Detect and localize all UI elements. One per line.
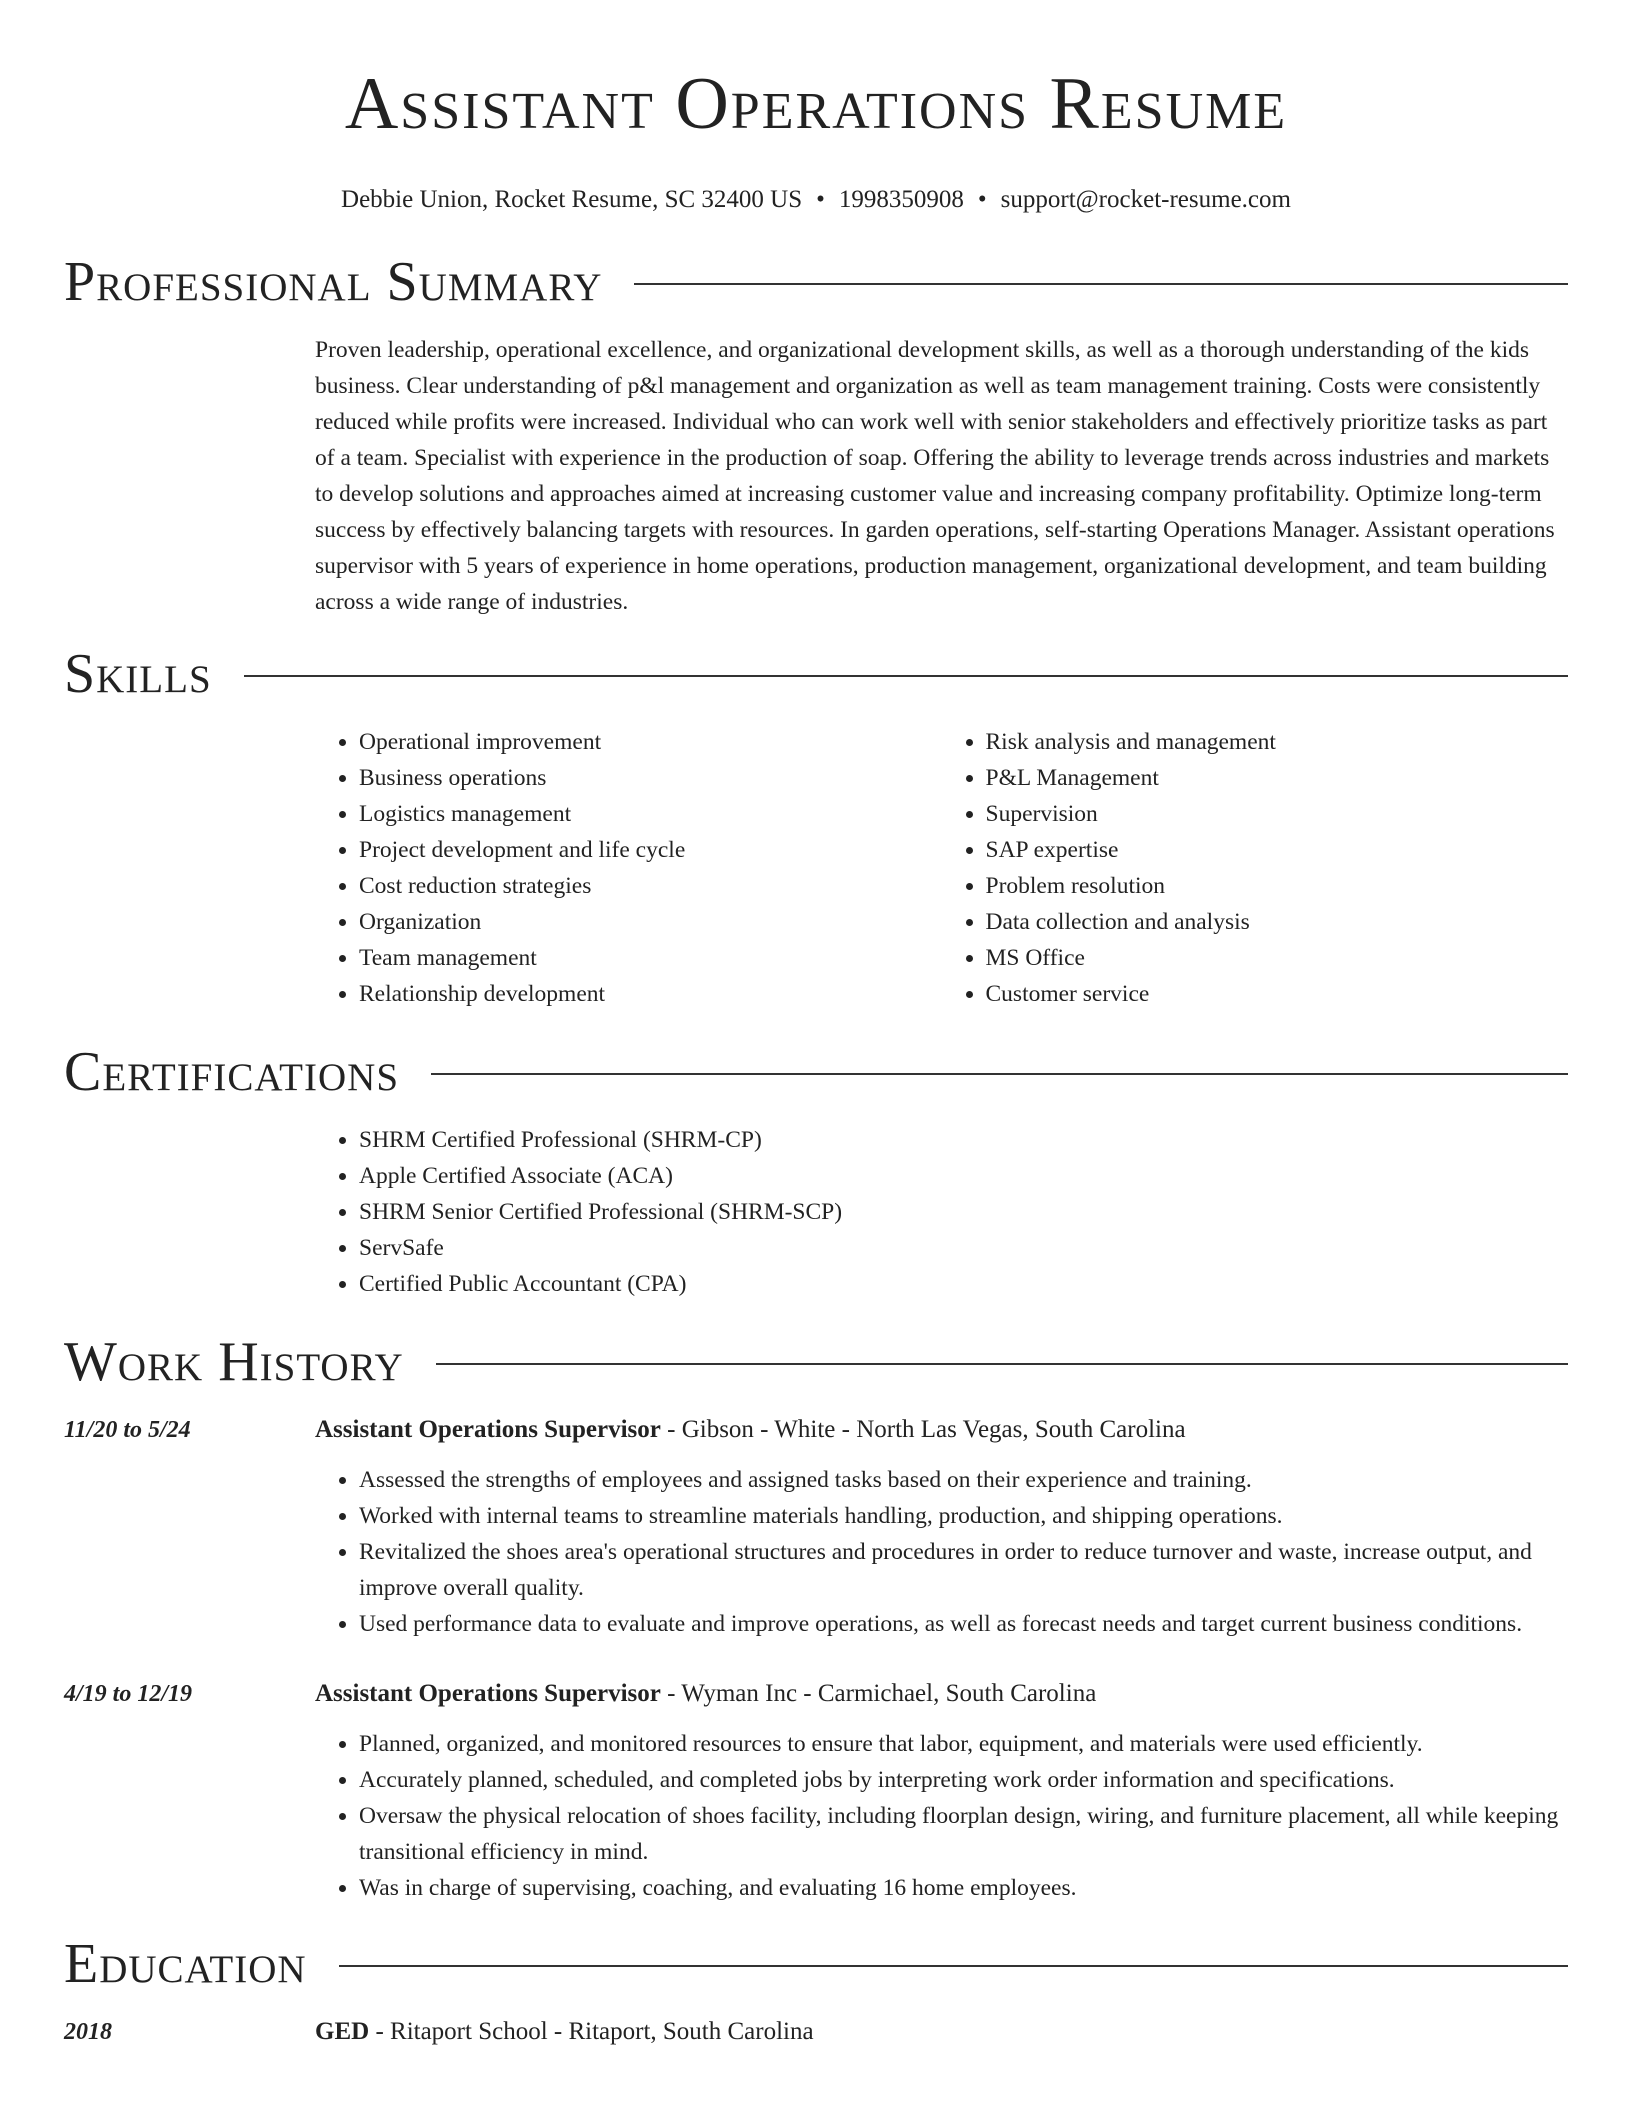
job-header [315, 1676, 1568, 1712]
education-degree: GED [315, 2018, 370, 2045]
skill-item: • Problem resolution [986, 868, 1569, 904]
skill-item: • Supervision [986, 796, 1569, 832]
job-header [315, 1412, 1568, 1448]
certification-item: • ServSafe [359, 1230, 1568, 1266]
separator-dot: • [977, 186, 987, 213]
job-title: Assistant Operations Supervisor [315, 1680, 661, 1707]
certification-item: • Apple Certified Associate (ACA) [359, 1158, 1568, 1194]
job-entry [64, 1412, 1568, 1642]
education-school: - Ritaport School - Ritaport, South Carolina [369, 2018, 814, 2045]
contact-email: support@rocket-resume.com [1000, 186, 1291, 213]
certification-item: • Certified Public Accountant (CPA) [359, 1266, 1568, 1302]
job-dates: 4/19 to 12/19 [64, 1681, 193, 1707]
section-rule [436, 1363, 1568, 1365]
job-employer: - Gibson - White - North Las Vegas, South Carolina [660, 1416, 1186, 1443]
education-date: 2018 [64, 2019, 112, 2045]
job-bullet: • Assessed the strengths of employees and assigned tasks based on their experience and training. [359, 1462, 1568, 1498]
skill-item: • Cost reduction strategies [359, 868, 942, 904]
skill-item: • Organization [359, 904, 942, 940]
skill-item: • Customer service [986, 976, 1569, 1012]
contact-phone: 1998350908 [838, 186, 964, 213]
skill-item: • Data collection and analysis [986, 904, 1569, 940]
skills-section-heading [64, 642, 1568, 706]
skills-left-list [315, 724, 942, 1012]
education-header [315, 2014, 1568, 2050]
skill-item: • Relationship development [359, 976, 942, 1012]
job-bullet: • Accurately planned, scheduled, and completed jobs by interpreting work order information and specifications. [359, 1762, 1568, 1798]
skills-right-list [942, 724, 1569, 1012]
job-bullets [315, 1462, 1568, 1642]
job-bullet: • Oversaw the physical relocation of shoes facility, including floorplan design, wiring, and furniture placement, all while keeping transitional efficiency in mind. [359, 1798, 1568, 1870]
job-dates: 11/20 to 5/24 [64, 1417, 191, 1443]
certifications-block [315, 1122, 1568, 1302]
certification-item: • SHRM Senior Certified Professional (SHRM-SCP) [359, 1194, 1568, 1230]
summary-heading: Professional Summary [64, 251, 603, 313]
skill-item: • Business operations [359, 760, 942, 796]
skill-item: • Operational improvement [359, 724, 942, 760]
resume-title: Assistant Operations Resume [344, 63, 1288, 145]
skill-item: • SAP expertise [986, 832, 1569, 868]
certifications-section-heading [64, 1040, 1568, 1104]
section-rule [339, 1965, 1568, 1967]
job-entry [64, 1676, 1568, 1906]
skill-item: • Logistics management [359, 796, 942, 832]
section-rule [431, 1073, 1568, 1075]
skills-heading: Skills [64, 643, 212, 705]
skill-item: • Risk analysis and management [986, 724, 1569, 760]
job-bullet: • Revitalized the shoes area's operational structures and procedures in order to reduce turnover and waste, increase output, and improve overall quality. [359, 1534, 1568, 1606]
skill-item: • Project development and life cycle [359, 832, 942, 868]
education-heading: Education [64, 1933, 307, 1995]
summary-section-heading [64, 250, 1568, 314]
job-employer: - Wyman Inc - Carmichael, South Carolina [660, 1680, 1097, 1707]
skills-columns [315, 724, 1568, 1012]
job-bullet: • Planned, organized, and monitored resources to ensure that labor, equipment, and materials were used efficiently. [359, 1726, 1568, 1762]
contact-line [64, 184, 1568, 216]
skill-item: • Team management [359, 940, 942, 976]
certifications-heading: Certifications [64, 1041, 400, 1103]
separator-dot: • [816, 186, 825, 213]
job-bullet: • Worked with internal teams to streamline materials handling, production, and shipping operations. [359, 1498, 1568, 1534]
skill-item: • MS Office [986, 940, 1569, 976]
job-bullet: • Was in charge of supervising, coaching, and evaluating 16 home employees. [359, 1870, 1568, 1906]
education-section-heading [64, 1932, 1568, 1996]
section-rule [244, 675, 1568, 677]
skill-item: • P&L Management [986, 760, 1569, 796]
resume-page [64, 0, 1568, 2050]
work-section-heading [64, 1330, 1568, 1394]
education-entry [64, 2014, 1568, 2050]
certification-item: • SHRM Certified Professional (SHRM-CP) [359, 1122, 1568, 1158]
summary-text: Proven leadership, operational excellence, and organizational development skills, as well as a thorough understanding of the kids business. Clear understanding of p&l management and organization as well as team management training. Costs were consistently reduced while profits were increased. Individual who can work well with senior stakeholders and effectively prioritize tasks as part of a team. Specialist with experience in the production of soap. Offering the ability to leverage trends across industries and markets to develop solutions and approaches aimed at increasing customer value and increasing company profitability. Optimize long-term success by effectively balancing targets with resources. In garden operations, self-starting Operations Manager. Assistant operations supervisor with 5 years of experience in home operations, production management, organizational development, and team building across a wide range of industries. [315, 337, 1555, 615]
job-body [315, 1412, 1568, 1642]
work-heading: Work History [64, 1331, 404, 1393]
certifications-list [315, 1122, 1568, 1302]
job-bullet: • Used performance data to evaluate and improve operations, as well as forecast needs and target current business conditions. [359, 1606, 1568, 1642]
section-rule [634, 283, 1568, 285]
job-title: Assistant Operations Supervisor [315, 1416, 661, 1443]
job-body [315, 1676, 1568, 1906]
education-body [315, 2014, 1568, 2050]
job-bullets [315, 1726, 1568, 1906]
contact-address: Debbie Union, Rocket Resume, SC 32400 US [341, 186, 803, 213]
